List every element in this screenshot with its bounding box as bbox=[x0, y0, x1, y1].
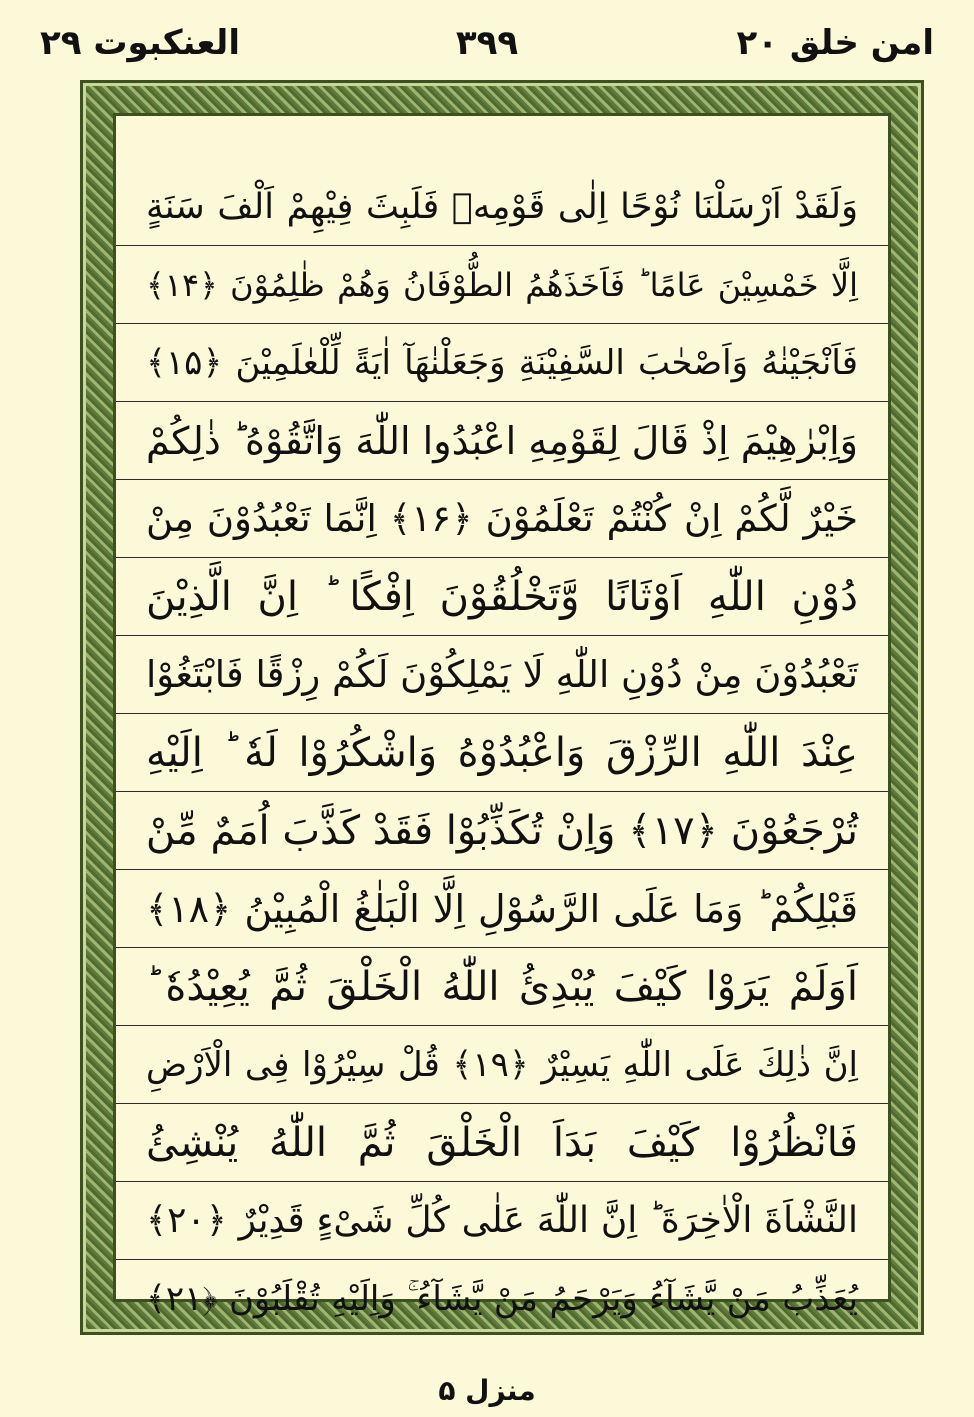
text-line bbox=[116, 870, 888, 948]
line-text: فَانْظُرُوْا كَيْفَ بَدَاَ الْخَلْقَ ثُمَّ اللّٰهُ يُنْشِئُ bbox=[146, 1119, 858, 1166]
line-text: قَبْلِكُمْ ؕ وَمَا عَلَى الرَّسُوْلِ اِلَّا الْبَلٰغُ الْمُبِيْنُ ﴿۱۸﴾ bbox=[146, 886, 858, 931]
text-panel bbox=[113, 113, 891, 1319]
line-text: تُرْجَعُوْنَ ﴿۱۷﴾ وَاِنْ تُكَذِّبُوْا فَقَدْ كَذَّبَ اُمَمٌ مِّنْ bbox=[145, 807, 858, 854]
text-line bbox=[116, 1182, 888, 1260]
line-text: وَلَقَدْ اَرْسَلْنَا نُوْحًا اِلٰى قَوْمِهٖ فَلَبِثَ فِيْهِمْ اَلْفَ سَنَةٍ bbox=[146, 186, 858, 227]
text-line bbox=[116, 1104, 888, 1182]
line-text: اِلَّا خَمْسِيْنَ عَامًا ؕ فَاَخَذَهُمُ الطُّوْفَانُ وَهُمْ ظٰلِمُوْنَ ﴿۱۴﴾ bbox=[146, 265, 858, 304]
line-text: النَّشْاَةَ الْاٰخِرَةَ ؕ اِنَّ اللّٰهَ عَلٰى كُلِّ شَیْءٍ قَدِيْرٌ ﴿۲۰﴾ bbox=[146, 1199, 858, 1241]
decorative-border bbox=[80, 80, 924, 1335]
text-line bbox=[116, 246, 888, 324]
line-text: اِنَّ ذٰلِكَ عَلَى اللّٰهِ يَسِيْرٌ ﴿۱۹﴾ قُلْ سِيْرُوْا فِى الْاَرْضِ bbox=[146, 1044, 858, 1085]
text-line bbox=[116, 714, 888, 792]
text-line bbox=[116, 402, 888, 480]
text-line bbox=[116, 1026, 888, 1104]
line-text: اَوَلَمْ يَرَوْا كَيْفَ يُبْدِئُ اللّٰهُ الْخَلْقَ ثُمَّ يُعِيْدُهٗ ؕ bbox=[146, 963, 858, 1010]
manzil-label: منزل ۵ bbox=[438, 1374, 536, 1407]
line-text: دُوْنِ اللّٰهِ اَوْثَانًا وَّتَخْلُقُوْنَ اِفْكًا ؕ اِنَّ الَّذِيْنَ bbox=[146, 573, 858, 620]
text-line bbox=[116, 168, 888, 246]
line-text: فَاَنْجَيْنٰهُ وَاَصْحٰبَ السَّفِيْنَةِ وَجَعَلْنٰهَآ اٰيَةً لِّلْعٰلَمِيْنَ ﴿۱۵﴾ bbox=[146, 342, 858, 383]
line-text: يُعَذِّبُ مَنْ يَّشَآءُ وَيَرْحَمُ مَنْ يَّشَآءُ ۚ وَاِلَيْهِ تُقْلَبُوْنَ ﴿۲۱﴾ bbox=[146, 1279, 858, 1319]
text-line bbox=[116, 948, 888, 1026]
line-text: وَاِبْرٰهِيْمَ اِذْ قَالَ لِقَوْمِهِ اعْبُدُوا اللّٰهَ وَاتَّقُوْهُ ؕ ذٰلِكُمْ bbox=[146, 418, 858, 463]
text-line bbox=[116, 636, 888, 714]
text-line bbox=[116, 480, 888, 558]
juz-name: امن خلق ۲۰ bbox=[736, 23, 934, 63]
page-header bbox=[40, 18, 934, 68]
surah-name: العنکبوت ۲۹ bbox=[40, 23, 240, 63]
line-text: تَعْبُدُوْنَ مِنْ دُوْنِ اللّٰهِ لَا يَمْلِكُوْنَ لَكُمْ رِزْقًا فَابْتَغُوْا bbox=[146, 652, 858, 696]
line-text: عِنْدَ اللّٰهِ الرِّزْقَ وَاعْبُدُوْهُ وَاشْكُرُوْا لَهٗ ؕ اِلَيْهِ bbox=[146, 729, 858, 776]
text-line bbox=[116, 1260, 888, 1338]
text-line bbox=[116, 792, 888, 870]
text-line bbox=[116, 324, 888, 402]
text-line bbox=[116, 558, 888, 636]
page-number: ۳۹۹ bbox=[455, 23, 519, 63]
verse-lines bbox=[116, 168, 888, 1338]
line-text: خَيْرٌ لَّكُمْ اِنْ كُنْتُمْ تَعْلَمُوْنَ ﴿۱۶﴾ اِنَّمَا تَعْبُدُوْنَ مِنْ bbox=[146, 496, 858, 540]
